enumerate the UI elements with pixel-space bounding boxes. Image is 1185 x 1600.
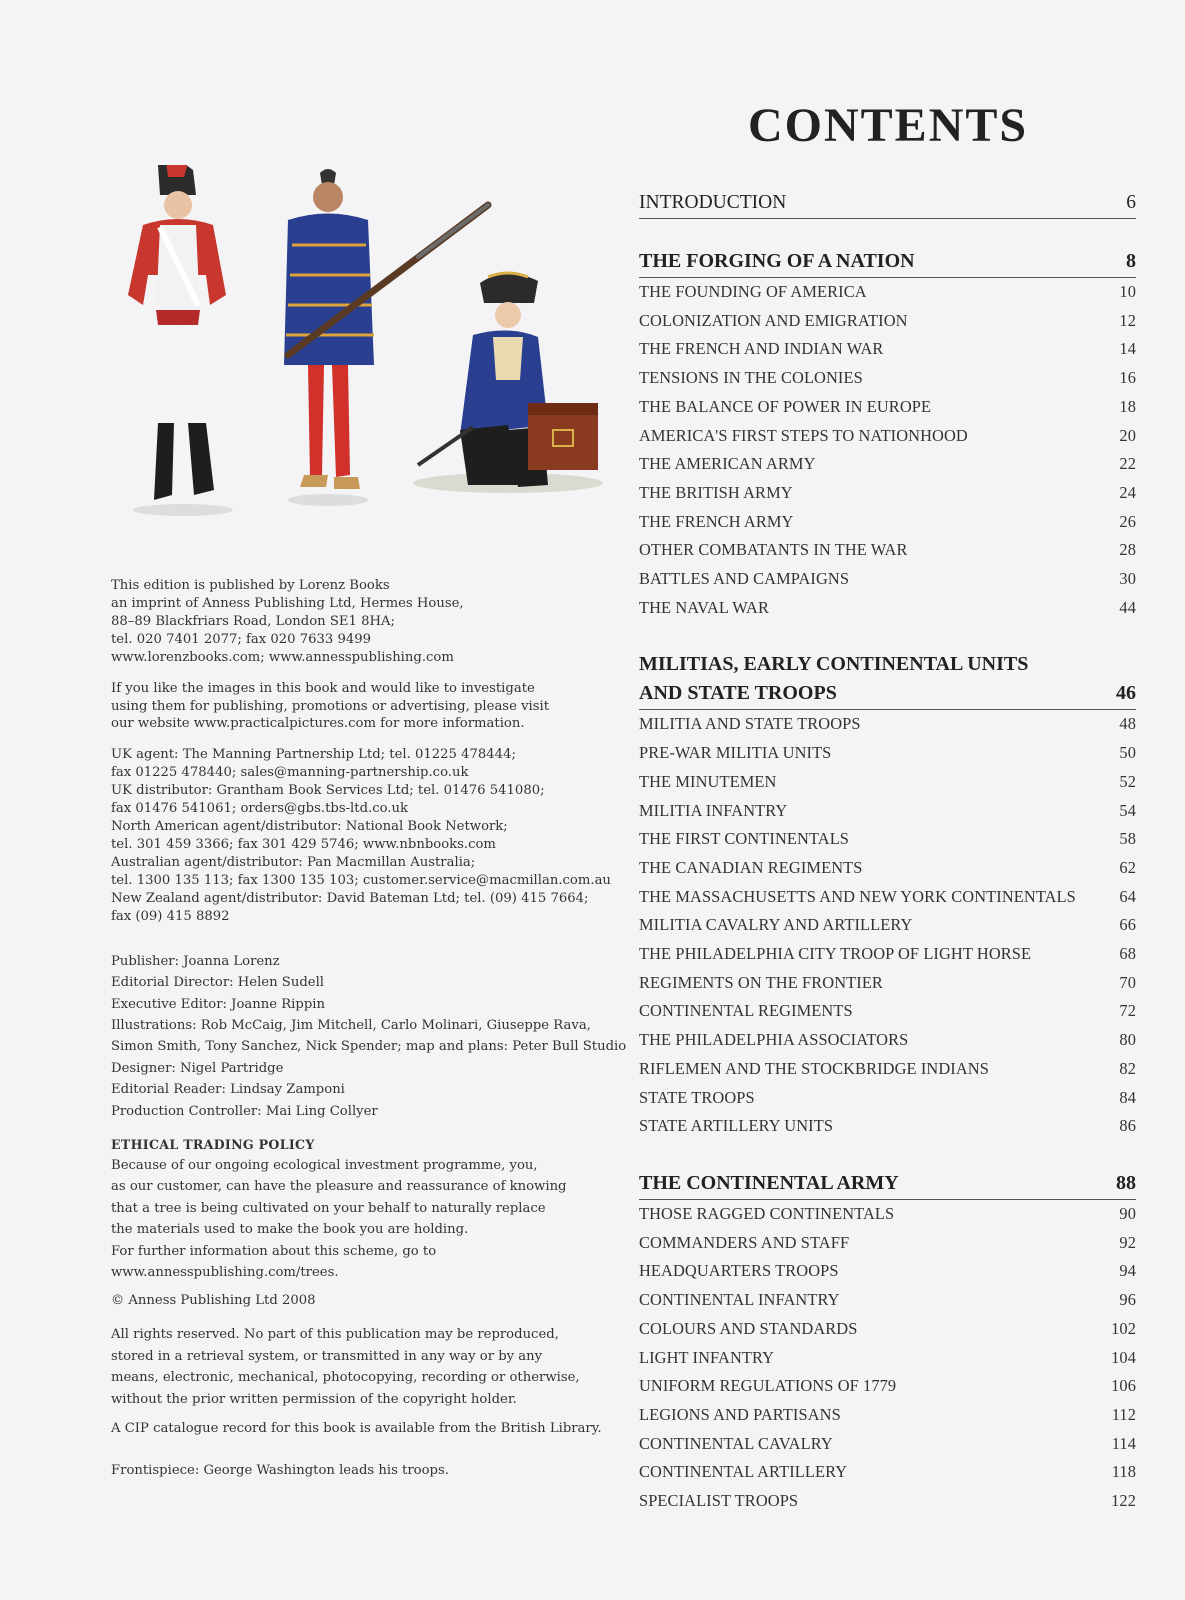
- toc-entry-page: 26: [1119, 511, 1136, 531]
- native-warrior-figure: [284, 169, 488, 506]
- toc-entry[interactable]: [639, 307, 1136, 336]
- toc-entry-page: 30: [1119, 569, 1136, 589]
- toc-entry-list: [639, 710, 1136, 1141]
- contents-title: CONTENTS: [748, 99, 1029, 152]
- credit-line: Production Controller: Mai Ling Collyer: [111, 1103, 378, 1119]
- copyright-line: © Anness Publishing Ltd 2008: [111, 1293, 316, 1309]
- ethics-line: as our customer, can have the pleasure and reassurance of knowing: [111, 1179, 567, 1195]
- toc-entry-page: 112: [1111, 1404, 1136, 1424]
- toc-entry[interactable]: [639, 1430, 1136, 1459]
- agents-line: fax 01225 478440; sales@manning-partnership.co.uk: [111, 764, 469, 780]
- toc-entry-page: 24: [1119, 482, 1136, 502]
- credit-line: Editorial Director: Helen Sudell: [111, 975, 325, 991]
- toc-entry[interactable]: [639, 1487, 1136, 1516]
- toc-entry[interactable]: [639, 825, 1136, 854]
- toc-section: [639, 247, 1136, 622]
- toc-section-page: 88: [1116, 1171, 1136, 1194]
- toc-entry-title: THE MINUTEMEN: [639, 771, 777, 791]
- toc-entry[interactable]: [639, 768, 1136, 797]
- toc-entry[interactable]: [639, 997, 1136, 1026]
- toc-entry-title: THE MASSACHUSETTS AND NEW YORK CONTINENTALS: [639, 886, 1076, 906]
- toc-entry-title: COLONIZATION AND EMIGRATION: [639, 310, 908, 330]
- toc-entry-title: THE FOUNDING OF AMERICA: [639, 282, 867, 301]
- toc-entry-title: CONTINENTAL REGIMENTS: [639, 1001, 853, 1021]
- toc-entry[interactable]: [639, 536, 1136, 565]
- toc-entry-title: THE PHILADELPHIA CITY TROOP OF LIGHT HORSE: [639, 944, 1032, 964]
- toc-entry[interactable]: [639, 278, 1136, 307]
- british-soldier-figure: [128, 165, 233, 516]
- toc-section-title: THE CONTINENTAL ARMY: [639, 1171, 899, 1194]
- publisher-line: www.lorenzbooks.com; www.annesspublishing.com: [111, 650, 454, 665]
- toc-entry[interactable]: [639, 508, 1136, 537]
- credits-block: [111, 951, 627, 1122]
- toc-section-page: 46: [1116, 682, 1136, 705]
- images-line: our website www.practicalpictures.com for more information.: [111, 716, 525, 732]
- toc-entry-title: THE FRENCH AND INDIAN WAR: [639, 339, 884, 359]
- toc-entry-title: THE AMERICAN ARMY: [639, 454, 816, 474]
- toc-section-page: 6: [1126, 192, 1136, 213]
- toc-entry[interactable]: [639, 1401, 1136, 1430]
- toc-entry-title: MILITIA CAVALRY AND ARTILLERY: [639, 915, 913, 935]
- toc-section: [639, 1169, 1136, 1516]
- toc-entry-title: BATTLES AND CAMPAIGNS: [639, 569, 850, 589]
- toc-entry[interactable]: [639, 479, 1136, 508]
- toc-entry-page: 94: [1119, 1261, 1136, 1281]
- rights-block: [111, 1324, 611, 1410]
- toc-entry-page: 68: [1119, 944, 1136, 964]
- toc-entry-title: SPECIALIST TROOPS: [639, 1491, 799, 1511]
- toc-entry-page: 18: [1119, 396, 1136, 416]
- toc-entry-title: UNIFORM REGULATIONS OF 1779: [639, 1376, 897, 1396]
- toc-entry[interactable]: [639, 739, 1136, 768]
- toc-entry-title: THE BRITISH ARMY: [639, 482, 793, 502]
- toc-entry-title: MILITIA INFANTRY: [639, 800, 788, 820]
- toc-entry-page: 22: [1119, 454, 1136, 474]
- soldiers-illustration: [88, 165, 618, 535]
- toc-entry-page: 70: [1119, 972, 1136, 992]
- toc-section-heading[interactable]: [639, 1169, 1136, 1200]
- toc-entry-page: 54: [1119, 800, 1136, 820]
- images-line: using them for publishing, promotions or advertising, please visit: [111, 698, 550, 714]
- toc-entry-page: 14: [1119, 339, 1136, 359]
- toc-entry-page: 72: [1119, 1001, 1136, 1021]
- toc-entry[interactable]: [639, 1286, 1136, 1315]
- toc-section-page: 8: [1126, 250, 1136, 272]
- toc-entry-title: THE FIRST CONTINENTALS: [639, 829, 850, 849]
- toc-entry-page: 52: [1119, 771, 1136, 791]
- ethics-block: [111, 1155, 611, 1283]
- toc-entry-title: OTHER COMBATANTS IN THE WAR: [639, 540, 908, 560]
- toc-entry-page: 84: [1119, 1087, 1136, 1107]
- toc-section-heading[interactable]: [639, 247, 1136, 278]
- credit-line: Illustrations: Rob McCaig, Jim Mitchell, Carlo Molinari, Giuseppe Rava,: [111, 1018, 591, 1033]
- toc-entry-title: THOSE RAGGED CONTINENTALS: [639, 1203, 895, 1223]
- toc-entry-title: THE NAVAL WAR: [639, 597, 770, 617]
- toc-entry-page: 48: [1119, 714, 1136, 734]
- toc-entry-title: REGIMENTS ON THE FRONTIER: [639, 972, 883, 992]
- toc-entry-title: LIGHT INFANTRY: [639, 1347, 775, 1367]
- toc-entry[interactable]: [639, 1200, 1136, 1229]
- toc-entry-page: 86: [1119, 1116, 1136, 1136]
- ethics-line: that a tree is being cultivated on your behalf to naturally replace: [111, 1200, 546, 1216]
- toc-entry-page: 66: [1119, 915, 1136, 935]
- toc-entry-page: 106: [1111, 1376, 1136, 1396]
- ethics-line: For further information about this scheme, go to: [111, 1243, 437, 1259]
- toc-entry-page: 64: [1119, 886, 1136, 906]
- toc-entry[interactable]: [639, 450, 1136, 479]
- toc-section-title: THE FORGING OF A NATION: [639, 250, 915, 272]
- toc-entry[interactable]: [639, 911, 1136, 940]
- toc-entry[interactable]: [639, 1084, 1136, 1113]
- toc-entry-page: 58: [1119, 829, 1136, 849]
- agents-line: UK agent: The Manning Partnership Ltd; tel. 01225 478444;: [111, 746, 516, 762]
- ethics-line: Because of our ongoing ecological investment programme, you,: [111, 1158, 538, 1174]
- toc-entry[interactable]: [639, 335, 1136, 364]
- toc-entry-title: AMERICA'S FIRST STEPS TO NATIONHOOD: [639, 425, 968, 445]
- toc-entry[interactable]: [639, 1257, 1136, 1286]
- toc-entry-title: THE CANADIAN REGIMENTS: [639, 857, 863, 877]
- toc-entry-page: 20: [1119, 425, 1136, 445]
- toc-entry[interactable]: [639, 1372, 1136, 1401]
- ethics-line: www.annesspublishing.com/trees.: [111, 1265, 339, 1281]
- toc-entry-page: 44: [1119, 597, 1136, 617]
- toc-entry-page: 10: [1119, 282, 1136, 301]
- toc-entry[interactable]: [639, 940, 1136, 969]
- toc-entry-title: RIFLEMEN AND THE STOCKBRIDGE INDIANS: [639, 1058, 989, 1078]
- toc-entry-page: 102: [1111, 1318, 1136, 1338]
- rights-line: without the prior written permission of the copyright holder.: [111, 1391, 517, 1407]
- rights-line: stored in a retrieval system, or transmitted in any way or by any: [111, 1348, 543, 1364]
- ethics-line: the materials used to make the book you are holding.: [111, 1222, 469, 1238]
- agents-line: New Zealand agent/distributor: David Bateman Ltd; tel. (09) 415 7664;: [111, 890, 589, 906]
- toc-introduction[interactable]: [639, 188, 1136, 219]
- agents-line: fax 01476 541061; orders@gbs.tbs-ltd.co.uk: [111, 800, 408, 816]
- toc-entry-page: 118: [1111, 1462, 1136, 1482]
- toc-entry-title: THE FRENCH ARMY: [639, 511, 794, 531]
- toc-entry-page: 62: [1119, 857, 1136, 877]
- toc-entry-title: COMMANDERS AND STAFF: [639, 1232, 850, 1252]
- toc-section-title: INTRODUCTION: [639, 192, 787, 213]
- credit-line: Publisher: Joanna Lorenz: [111, 953, 280, 969]
- ethics-heading: ETHICAL TRADING POLICY: [111, 1137, 315, 1153]
- toc-entry-title: STATE ARTILLERY UNITS: [639, 1116, 834, 1136]
- toc-entry[interactable]: [639, 393, 1136, 422]
- toc-section-title: MILITIAS, EARLY CONTINENTAL UNITS AND STATE TROOPS: [639, 653, 1029, 705]
- toc-entry[interactable]: [639, 594, 1136, 623]
- cip-line: A CIP catalogue record for this book is available from the British Library.: [111, 1421, 602, 1437]
- imprint-column: [111, 577, 627, 1493]
- credit-line: Editorial Reader: Lindsay Zamponi: [111, 1082, 345, 1098]
- toc-entry[interactable]: [639, 565, 1136, 594]
- kneeling-officer-figure: [413, 273, 603, 493]
- toc-entry-page: 12: [1119, 310, 1136, 330]
- toc-entry-title: LEGIONS AND PARTISANS: [639, 1404, 841, 1424]
- agents-line: Australian agent/distributor: Pan Macmillan Australia;: [111, 854, 476, 870]
- toc-entry[interactable]: [639, 883, 1136, 912]
- toc-entry-title: THE BALANCE OF POWER IN EUROPE: [639, 396, 932, 416]
- rights-line: All rights reserved. No part of this publication may be reproduced,: [111, 1327, 559, 1343]
- agents-line: tel. 301 459 3366; fax 301 429 5746; www.nbnbooks.com: [111, 836, 496, 852]
- toc-entry[interactable]: [639, 797, 1136, 826]
- toc-entry[interactable]: [639, 1229, 1136, 1258]
- toc-entry[interactable]: [639, 1458, 1136, 1487]
- toc-entry[interactable]: [639, 854, 1136, 883]
- publisher-line: tel. 020 7401 2077; fax 020 7633 9499: [111, 632, 372, 647]
- toc-entry-title: TENSIONS IN THE COLONIES: [639, 368, 863, 388]
- toc-entry[interactable]: [639, 422, 1136, 451]
- toc-entry[interactable]: [639, 364, 1136, 393]
- toc-entry-page: 90: [1119, 1203, 1136, 1223]
- publisher-line: 88–89 Blackfriars Road, London SE1 8HA;: [111, 614, 395, 629]
- toc-entry-title: CONTINENTAL CAVALRY: [639, 1433, 833, 1453]
- toc-entry-title: PRE-WAR MILITIA UNITS: [639, 743, 832, 763]
- toc-entry-page: 92: [1119, 1232, 1136, 1252]
- toc-entry-page: 82: [1119, 1058, 1136, 1078]
- credit-line: Designer: Nigel Partridge: [111, 1060, 284, 1076]
- toc-entry-title: STATE TROOPS: [639, 1087, 755, 1107]
- rights-line: means, electronic, mechanical, photocopying, recording or otherwise,: [111, 1370, 580, 1386]
- publisher-block: [111, 577, 611, 667]
- toc-entry-page: 50: [1119, 743, 1136, 763]
- agents-line: North American agent/distributor: National Book Network;: [111, 818, 508, 834]
- toc-entry-page: 16: [1119, 368, 1136, 388]
- toc-entry[interactable]: [639, 1315, 1136, 1344]
- publisher-line: an imprint of Anness Publishing Ltd, Hermes House,: [111, 596, 464, 611]
- publisher-line: This edition is published by Lorenz Books: [111, 578, 390, 593]
- toc-entry-list: [639, 1200, 1136, 1516]
- toc-entry[interactable]: [639, 1112, 1136, 1141]
- table-of-contents: [639, 188, 1136, 1516]
- toc-entry-title: CONTINENTAL ARTILLERY: [639, 1462, 848, 1482]
- agents-block: [111, 746, 611, 926]
- toc-entry[interactable]: [639, 710, 1136, 739]
- toc-section: [639, 650, 1136, 1141]
- toc-entry-list: [639, 278, 1136, 622]
- toc-entry-page: 104: [1111, 1347, 1136, 1367]
- toc-entry-title: THE PHILADELPHIA ASSOCIATORS: [639, 1030, 909, 1050]
- toc-entry-page: 28: [1119, 540, 1136, 560]
- toc-entry-page: 96: [1119, 1290, 1136, 1310]
- toc-entry[interactable]: [639, 1344, 1136, 1373]
- agents-line: UK distributor: Grantham Book Services Ltd; tel. 01476 541080;: [111, 782, 545, 798]
- agents-line: fax (09) 415 8892: [111, 908, 230, 924]
- frontispiece-caption: Frontispiece: George Washington leads his troops.: [111, 1463, 449, 1479]
- credit-line: Executive Editor: Joanne Rippin: [111, 996, 325, 1012]
- toc-section-heading[interactable]: [639, 650, 1136, 710]
- toc-entry[interactable]: [639, 1055, 1136, 1084]
- toc-entry-title: CONTINENTAL INFANTRY: [639, 1290, 840, 1310]
- toc-entry-page: 80: [1119, 1030, 1136, 1050]
- toc-entry-page: 122: [1111, 1491, 1136, 1511]
- toc-entry[interactable]: [639, 1026, 1136, 1055]
- toc-entry-title: MILITIA AND STATE TROOPS: [639, 714, 861, 734]
- toc-entry[interactable]: [639, 969, 1136, 998]
- toc-entry-title: HEADQUARTERS TROOPS: [639, 1261, 839, 1281]
- images-block: [111, 680, 611, 733]
- toc-entry-page: 114: [1111, 1433, 1136, 1453]
- credit-line: Simon Smith, Tony Sanchez, Nick Spender; map and plans: Peter Bull Studio: [111, 1039, 627, 1055]
- toc-entry-title: COLOURS AND STANDARDS: [639, 1318, 858, 1338]
- images-line: If you like the images in this book and would like to investigate: [111, 681, 535, 696]
- agents-line: tel. 1300 135 113; fax 1300 135 103; customer.service@macmillan.com.au: [111, 872, 611, 888]
